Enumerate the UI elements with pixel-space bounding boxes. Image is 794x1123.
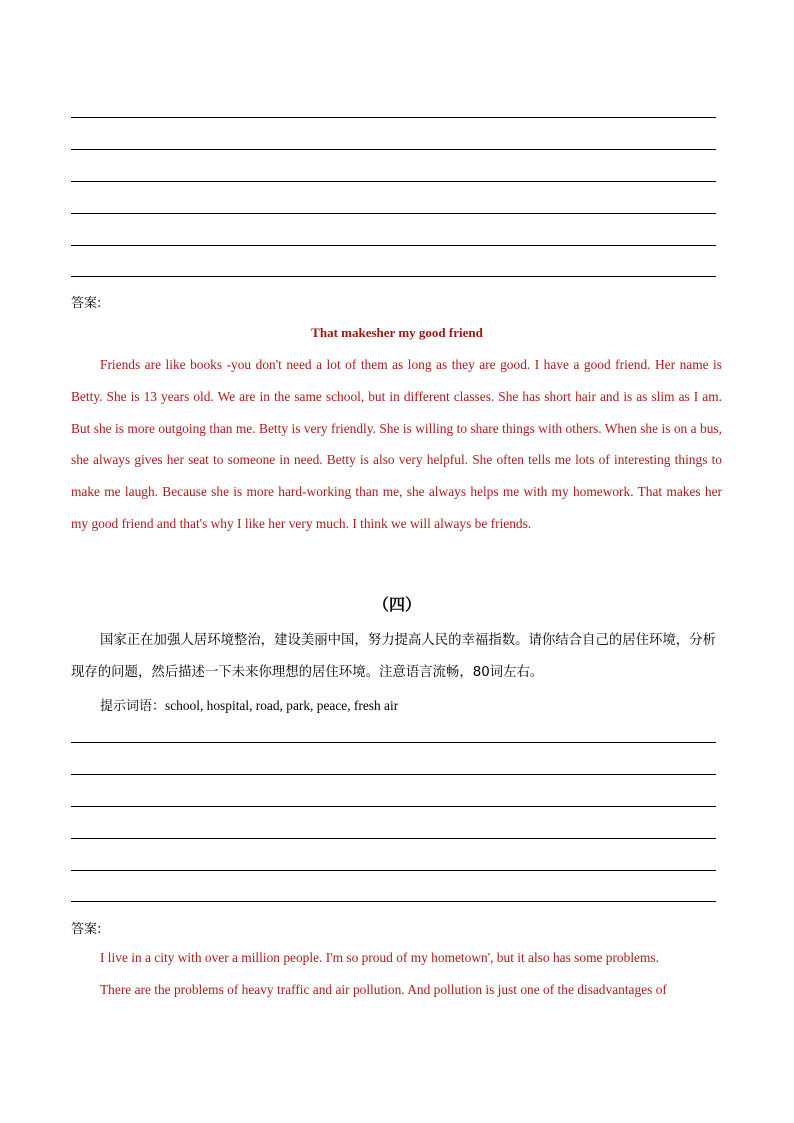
answer-title: That makesher my good friend — [311, 325, 483, 340]
answer-essay — [71, 349, 722, 540]
writing-line — [71, 901, 716, 902]
writing-line — [71, 870, 716, 871]
writing-line — [71, 245, 716, 246]
hint-words: school, hospital, road, park, peace, fresh air — [165, 698, 399, 713]
writing-line — [71, 742, 716, 743]
writing-line — [71, 213, 716, 214]
writing-line — [71, 276, 716, 277]
hint-line — [100, 695, 398, 714]
section-title: （四） — [372, 595, 421, 614]
answer-essay-2 — [71, 942, 722, 1006]
hint-label: 提示词语： — [100, 699, 166, 714]
answer-paragraph: I live in a city with over a million people. I'm so proud of my hometown', but it also has some problems. — [100, 950, 659, 965]
prompt-text: 国家正在加强人居环境整治，建设美丽中国，努力提高人民的幸福指数。请你结合自己的居住环境，分析现存的问题，然后描述一下未来你理想的居住环境。注意语言流畅，80词左右。 — [71, 633, 716, 680]
writing-line — [71, 806, 716, 807]
writing-line — [71, 117, 716, 118]
answer-paragraph: Friends are like books -you don't need a lot of them as long as they are good. I have a good friend. Her name is Betty. She is 13 years old. We are in the same school, but in different classes. She has short hair and is as slim as I am. But she is more outgoing than me. Betty is very friendly. She is willing to share things with others. When she is on a bus, she always gives her seat to someone in need. Betty is also very helpful. She often tells me lots of interesting things to make me laugh. Because she is more hard-working than me, she always helps me with my homework. That makes her my good friend and that's why I like her very much. I think we will always be friends. — [71, 357, 722, 531]
task-prompt — [71, 625, 722, 689]
writing-line — [71, 149, 716, 150]
answer-label-2: 答案: — [71, 922, 102, 937]
answer-paragraph: There are the problems of heavy traffic and air pollution. And pollution is just one of the disadvantages of — [100, 981, 667, 997]
answer-label: 答案: — [71, 296, 102, 311]
writing-line — [71, 181, 716, 182]
writing-line — [71, 838, 716, 839]
writing-line — [71, 774, 716, 775]
